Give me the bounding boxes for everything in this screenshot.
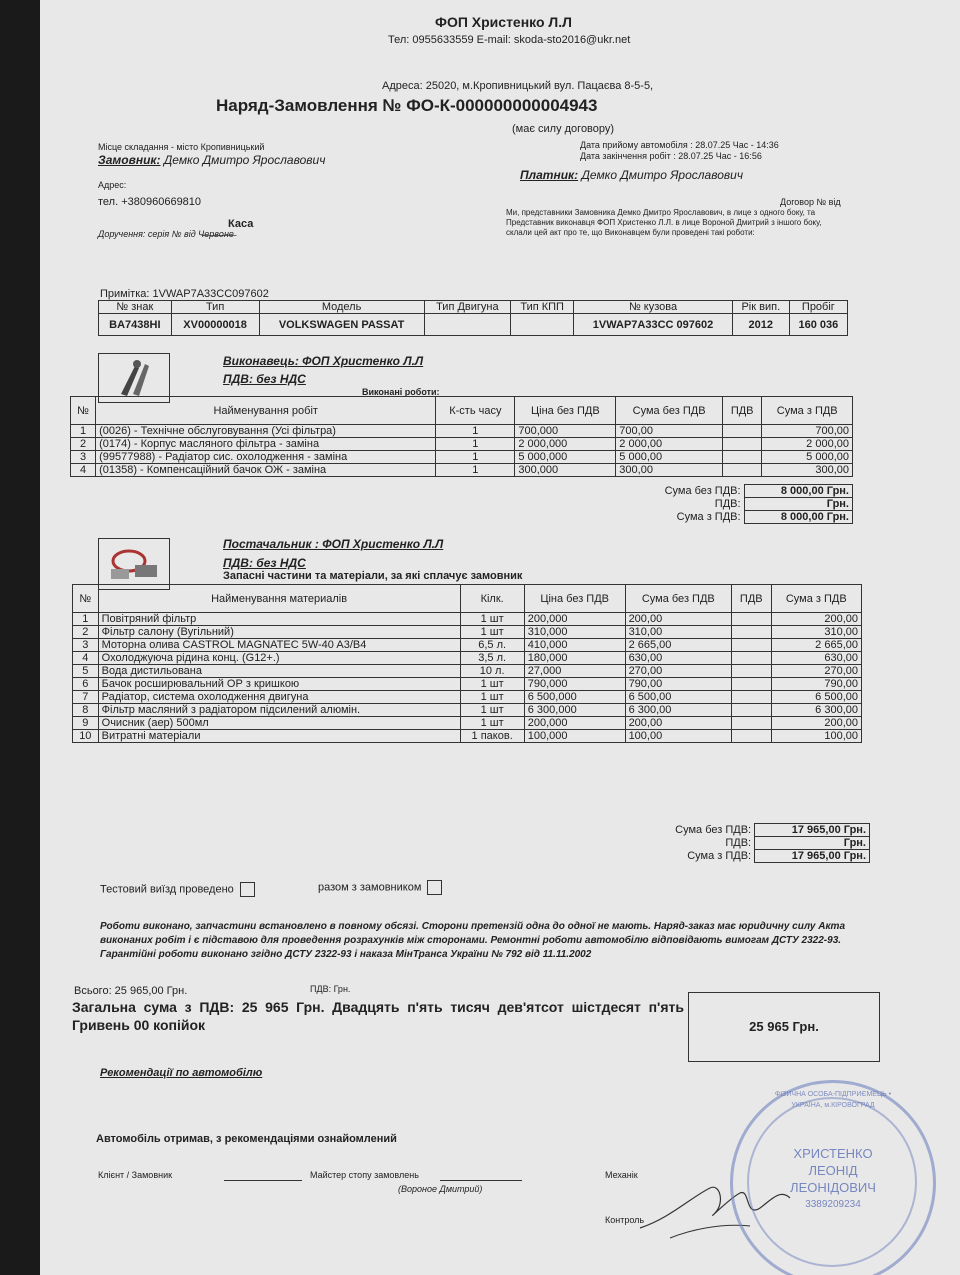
parts-cell-vat (732, 704, 772, 717)
parts-cell-qty: 1 шт (460, 691, 524, 704)
vehicle-cell: 2012 (732, 314, 789, 336)
works-total-label: ПДВ: (714, 497, 741, 510)
parts-cell-total: 6 500,00 (771, 691, 861, 704)
works-cell-qty: 1 (436, 438, 515, 451)
parts-total-value: 17 965,00 Грн. (755, 824, 870, 837)
company-stamp (730, 1080, 936, 1275)
document-page (40, 0, 960, 1275)
parts-total-value: 17 965,00 Грн. (755, 850, 870, 863)
works-cell-qty: 1 (436, 425, 515, 438)
parts-cell-qty: 1 паков. (460, 730, 524, 743)
parts-cell-sum: 100,00 (625, 730, 731, 743)
parts-cell-price: 790,000 (524, 678, 625, 691)
company-name: ФОП Христенко Л.Л (435, 14, 572, 30)
works-header: Сума без ПДВ (616, 397, 723, 425)
stamp-line3: ЛЕОНІДОВИЧ (790, 1180, 876, 1195)
mechanic-label: Механік (605, 1170, 638, 1180)
parts-cell-name: Фільтр салону (Вугільний) (98, 626, 460, 639)
works-cell-n: 1 (71, 425, 96, 438)
works-cell-qty: 1 (436, 464, 515, 477)
parts-cell-sum: 200,00 (625, 717, 731, 730)
master-name: (Вороное Дмитрий) (398, 1184, 483, 1194)
grand-total-words: Загальна сума з ПДВ: 25 965 Грн. Двадцять п'ять тисяч дев'ятсот шістдесят п'ять Гривень 00 копійок (72, 999, 684, 1033)
parts-cell-price: 410,000 (524, 639, 625, 652)
works-cell-vat (722, 425, 762, 438)
parts-caption: Запасні частини та матеріали, за які сплачує замовник (223, 570, 523, 582)
parties-statement: Ми, представники Замовника Демко Дмитро Ярославович, в лице з одного боку, та Представник виконавця ФОП Христенко Л.Л. в лице Вороной Дмитрий з іншого боку, склали цей акт про те, що Виконавцем були проведені такі роботи: (506, 208, 822, 237)
address-label: Адрес: (98, 180, 127, 190)
parts-cell-qty: 1 шт (460, 717, 524, 730)
date-accept: Дата прийому автомобіля : 28.07.25 Час - 14:36 (580, 140, 779, 150)
parts-cell-qty: 1 шт (460, 678, 524, 691)
parts-row (73, 613, 862, 626)
parts-cell-vat (732, 717, 772, 730)
customer-name: Демко Дмитро Ярославович (163, 153, 326, 167)
parts-row (73, 652, 862, 665)
works-header: Найменування робіт (96, 397, 436, 425)
works-header: К-сть часу (436, 397, 515, 425)
test-drive-checkbox[interactable] (240, 882, 255, 897)
date-done: Дата закінчення робіт : 28.07.25 Час - 16:56 (580, 151, 762, 161)
customer-phone: тел. +380960669810 (98, 196, 202, 208)
parts-cell-vat (732, 691, 772, 704)
parts-cell-name: Моторна олива CASTROL MAGNATEC 5W-40 A3/B4 (98, 639, 460, 652)
parts-cell-n: 2 (73, 626, 99, 639)
works-cell-total: 5 000,00 (762, 451, 853, 464)
works-cell-vat (722, 464, 762, 477)
with-customer-label: разом з замовником (318, 881, 422, 894)
parts-row (73, 730, 862, 743)
document-subtitle: (має силу договору) (512, 123, 615, 135)
parts-icon (98, 538, 170, 590)
parts-cell-vat (732, 626, 772, 639)
works-total-value: 8 000,00 Грн. (744, 511, 852, 524)
recommendations-heading: Рекомендації по автомобілю (100, 1067, 263, 1079)
parts-cell-name: Повітряний фільтр (98, 613, 460, 626)
parts-supplier: Постачальник : ФОП Христенко Л.Л (223, 537, 444, 551)
works-header: Ціна без ПДВ (515, 397, 616, 425)
document-title: Наряд-Замовлення № ФО-К-000000000004943 (216, 96, 598, 115)
works-cell-total: 300,00 (762, 464, 853, 477)
parts-cell-qty: 3,5 л. (460, 652, 524, 665)
parts-row (73, 717, 862, 730)
vehicle-cell (424, 314, 511, 336)
works-total-label: Сума з ПДВ: (676, 510, 741, 523)
parts-cell-price: 27,000 (524, 665, 625, 678)
vehicle-cell: VOLKSWAGEN PASSAT (259, 314, 424, 336)
master-signature-label: Майстер стопу замовлень (310, 1170, 419, 1180)
client-signature-line[interactable] (224, 1180, 302, 1181)
works-cell-n: 4 (71, 464, 96, 477)
parts-cell-sum: 200,00 (625, 613, 731, 626)
parts-cell-name: Очисник (аер) 500мл (98, 717, 460, 730)
works-total-value: 8 000,00 Грн. (744, 485, 852, 498)
parts-cell-price: 200,000 (524, 717, 625, 730)
works-executor: Виконавець: ФОП Христенко Л.Л (223, 354, 424, 368)
works-row (71, 438, 853, 451)
parts-cell-total: 630,00 (771, 652, 861, 665)
parts-header: Сума без ПДВ (625, 585, 731, 613)
works-cell-price: 2 000,000 (515, 438, 616, 451)
payer-label: Платник: (520, 168, 579, 182)
vehicle-header: Тип (171, 301, 259, 314)
parts-cell-n: 4 (73, 652, 99, 665)
received-statement: Автомобіль отримав, з рекомендаціями ознайомлений (96, 1133, 397, 1145)
works-cell-price: 700,000 (515, 425, 616, 438)
parts-cell-total: 270,00 (771, 665, 861, 678)
works-cell-n: 2 (71, 438, 96, 451)
parts-cell-qty: 1 шт (460, 704, 524, 717)
parts-cell-total: 310,00 (771, 626, 861, 639)
works-cell-n: 3 (71, 451, 96, 464)
parts-cell-name: Бачок росширювальний ОР з кришкою (98, 678, 460, 691)
parts-table (72, 584, 862, 743)
vehicle-cell: BA7438HI (99, 314, 172, 336)
control-label: Контроль (605, 1215, 645, 1225)
parts-header: ПДВ (732, 585, 772, 613)
parts-header: № (73, 585, 99, 613)
works-cell-vat (722, 451, 762, 464)
parts-cell-sum: 270,00 (625, 665, 731, 678)
parts-vat: ПДВ: без НДС (223, 556, 306, 570)
parts-cell-qty: 1 шт (460, 613, 524, 626)
parts-header: Найменування материалів (98, 585, 460, 613)
parts-row (73, 626, 862, 639)
parts-cell-price: 310,000 (524, 626, 625, 639)
parts-header: Кілк. (460, 585, 524, 613)
works-total-value: Грн. (744, 498, 852, 511)
parts-cell-price: 6 500,000 (524, 691, 625, 704)
vehicle-cell (511, 314, 574, 336)
works-cell-name: (0026) - Технічне обслуговування (Усі фільтра) (96, 425, 436, 438)
works-cell-name: (01358) - Компенсаційний бачок ОЖ - заміна (96, 464, 436, 477)
works-cell-sum: 2 000,00 (616, 438, 723, 451)
customer-label: Замовник: (98, 153, 161, 167)
stamp-ring-text: ФІЗИЧНА ОСОБА-ПІДПРИЄМЕЦЬ • УКРАЇНА, м.КІРОВОГРАД (774, 1091, 892, 1109)
parts-cell-total: 200,00 (771, 613, 861, 626)
stamp-line2: ЛЕОНІД (808, 1163, 858, 1178)
works-caption: Виконані роботи: (362, 387, 440, 397)
grand-total-box: 25 965 Грн. (688, 992, 880, 1062)
parts-cell-n: 7 (73, 691, 99, 704)
works-header: ПДВ (722, 397, 762, 425)
parts-cell-name: Радіатор, система охолодження двигуна (98, 691, 460, 704)
vat-line: ПДВ: Грн. (310, 984, 351, 994)
parts-cell-n: 3 (73, 639, 99, 652)
kasa: Каса (228, 218, 254, 230)
parts-total-label: ПДВ: (725, 836, 752, 849)
parts-cell-sum: 6 500,00 (625, 691, 731, 704)
parts-header: Ціна без ПДВ (524, 585, 625, 613)
parts-cell-qty: 10 л. (460, 665, 524, 678)
works-cell-price: 5 000,000 (515, 451, 616, 464)
works-row (71, 464, 853, 477)
works-cell-sum: 300,00 (616, 464, 723, 477)
works-header: Сума з ПДВ (762, 397, 853, 425)
vehicle-header: Тип КПП (511, 301, 574, 314)
parts-row (73, 704, 862, 717)
company-address: Адреса: 25020, м.Кропивницький вул. Пацаєва 8-5-5, (382, 80, 654, 92)
parts-row (73, 639, 862, 652)
works-cell-name: (0174) - Корпус масляного фільтра - заміна (96, 438, 436, 451)
parts-cell-total: 6 300,00 (771, 704, 861, 717)
parts-total-label: Сума без ПДВ: (675, 823, 752, 836)
works-header: № (71, 397, 96, 425)
parts-cell-price: 6 300,000 (524, 704, 625, 717)
works-totals (625, 484, 853, 524)
works-cell-price: 300,000 (515, 464, 616, 477)
stamp-code: 3389209234 (805, 1199, 861, 1210)
parts-cell-total: 100,00 (771, 730, 861, 743)
parts-cell-name: Охолоджуюча рідина конц. (G12+.) (98, 652, 460, 665)
works-vat: ПДВ: без НДС (223, 372, 306, 386)
vehicle-cell: XV00000018 (171, 314, 259, 336)
vehicle-note: Примітка: 1VWAP7A33CC097602 (100, 288, 269, 300)
vehicle-header: № кузова (574, 301, 733, 314)
parts-cell-name: Вода дистильована (98, 665, 460, 678)
parts-total-value: Грн. (755, 837, 870, 850)
parts-totals (638, 823, 870, 863)
works-row (71, 425, 853, 438)
parts-cell-sum: 2 665,00 (625, 639, 731, 652)
works-cell-name: (99577988) - Радіатор сис. охолодження - заміна (96, 451, 436, 464)
with-customer-check[interactable] (318, 880, 442, 895)
client-signature-label: Клієнт / Замовник (98, 1170, 173, 1180)
parts-cell-vat (732, 652, 772, 665)
test-drive-label: Тестовий виїзд проведено (100, 883, 234, 896)
parts-cell-vat (732, 613, 772, 626)
parts-cell-n: 10 (73, 730, 99, 743)
parts-cell-vat (732, 730, 772, 743)
works-row (71, 451, 853, 464)
parts-cell-n: 6 (73, 678, 99, 691)
vehicle-header: Пробіг (789, 301, 847, 314)
company-contacts: Тел: 0955633559 E-mail: skoda-sto2016@ukr.net (388, 34, 631, 46)
works-cell-total: 2 000,00 (762, 438, 853, 451)
works-table (70, 396, 853, 477)
parts-cell-vat (732, 639, 772, 652)
parts-cell-name: Витратні матеріали (98, 730, 460, 743)
parts-cell-qty: 1 шт (460, 626, 524, 639)
vehicle-header: Тип Двигуна (424, 301, 511, 314)
vehicle-header: № знак (99, 301, 172, 314)
works-cell-qty: 1 (436, 451, 515, 464)
parts-total-label: Сума з ПДВ: (687, 849, 752, 862)
works-cell-vat (722, 438, 762, 451)
test-drive-check[interactable] (100, 882, 255, 897)
vehicle-header: Модель (259, 301, 424, 314)
parts-row (73, 665, 862, 678)
vehicle-cell: 160 036 (789, 314, 847, 336)
vehicle-cell: 1VWAP7A33CC 097602 (574, 314, 733, 336)
works-cell-total: 700,00 (762, 425, 853, 438)
parts-cell-sum: 790,00 (625, 678, 731, 691)
parts-row (73, 691, 862, 704)
parts-cell-n: 5 (73, 665, 99, 678)
parts-cell-n: 8 (73, 704, 99, 717)
vehicle-table (98, 300, 848, 336)
contract: Договор № від (780, 197, 841, 207)
parts-cell-name: Фільтр масляний з радіатором підсилений алюмін. (98, 704, 460, 717)
parts-cell-price: 200,000 (524, 613, 625, 626)
parts-cell-total: 790,00 (771, 678, 861, 691)
parts-cell-qty: 6,5 л. (460, 639, 524, 652)
power-of-attorney: Доручення: серія № від Ч̶е̶р̶в̶о̶н̶е̶ (98, 229, 234, 239)
master-signature-line[interactable] (440, 1180, 522, 1181)
works-total-label: Сума без ПДВ: (664, 484, 741, 497)
parts-cell-n: 1 (73, 613, 99, 626)
parts-cell-price: 180,000 (524, 652, 625, 665)
place: Місце складання - місто Кропивницький (98, 142, 265, 152)
parts-cell-sum: 310,00 (625, 626, 731, 639)
parts-cell-sum: 630,00 (625, 652, 731, 665)
works-cell-sum: 700,00 (616, 425, 723, 438)
parts-cell-total: 2 665,00 (771, 639, 861, 652)
vehicle-header: Рік вип. (732, 301, 789, 314)
parts-cell-n: 9 (73, 717, 99, 730)
parts-cell-sum: 6 300,00 (625, 704, 731, 717)
works-cell-sum: 5 000,00 (616, 451, 723, 464)
parts-cell-total: 200,00 (771, 717, 861, 730)
total-line: Всього: 25 965,00 Грн. (74, 985, 188, 997)
parts-cell-vat (732, 665, 772, 678)
with-customer-checkbox[interactable] (427, 880, 442, 895)
stamp-line1: ХРИСТЕНКО (793, 1146, 873, 1161)
parts-cell-vat (732, 678, 772, 691)
payer-name: Демко Дмитро Ярославович (581, 168, 744, 182)
parts-cell-price: 100,000 (524, 730, 625, 743)
parts-header: Сума з ПДВ (771, 585, 861, 613)
terms-text: Роботи виконано, запчастини встановлено в повному обсязі. Сторони претензій одна до одної не мають. Наряд-заказ має юридичну силу Акта виконаних робіт і є підставою для проведення розрахунків між сторонами. Ремонтні роботи автомобілю відповідають вимогам ДСТУ 2322-93. Гарантійні роботи виконано згідно ДСТУ 2322-93 і наказа МінТранса України № 792 від 11.11.2002 (100, 921, 846, 960)
parts-row (73, 678, 862, 691)
